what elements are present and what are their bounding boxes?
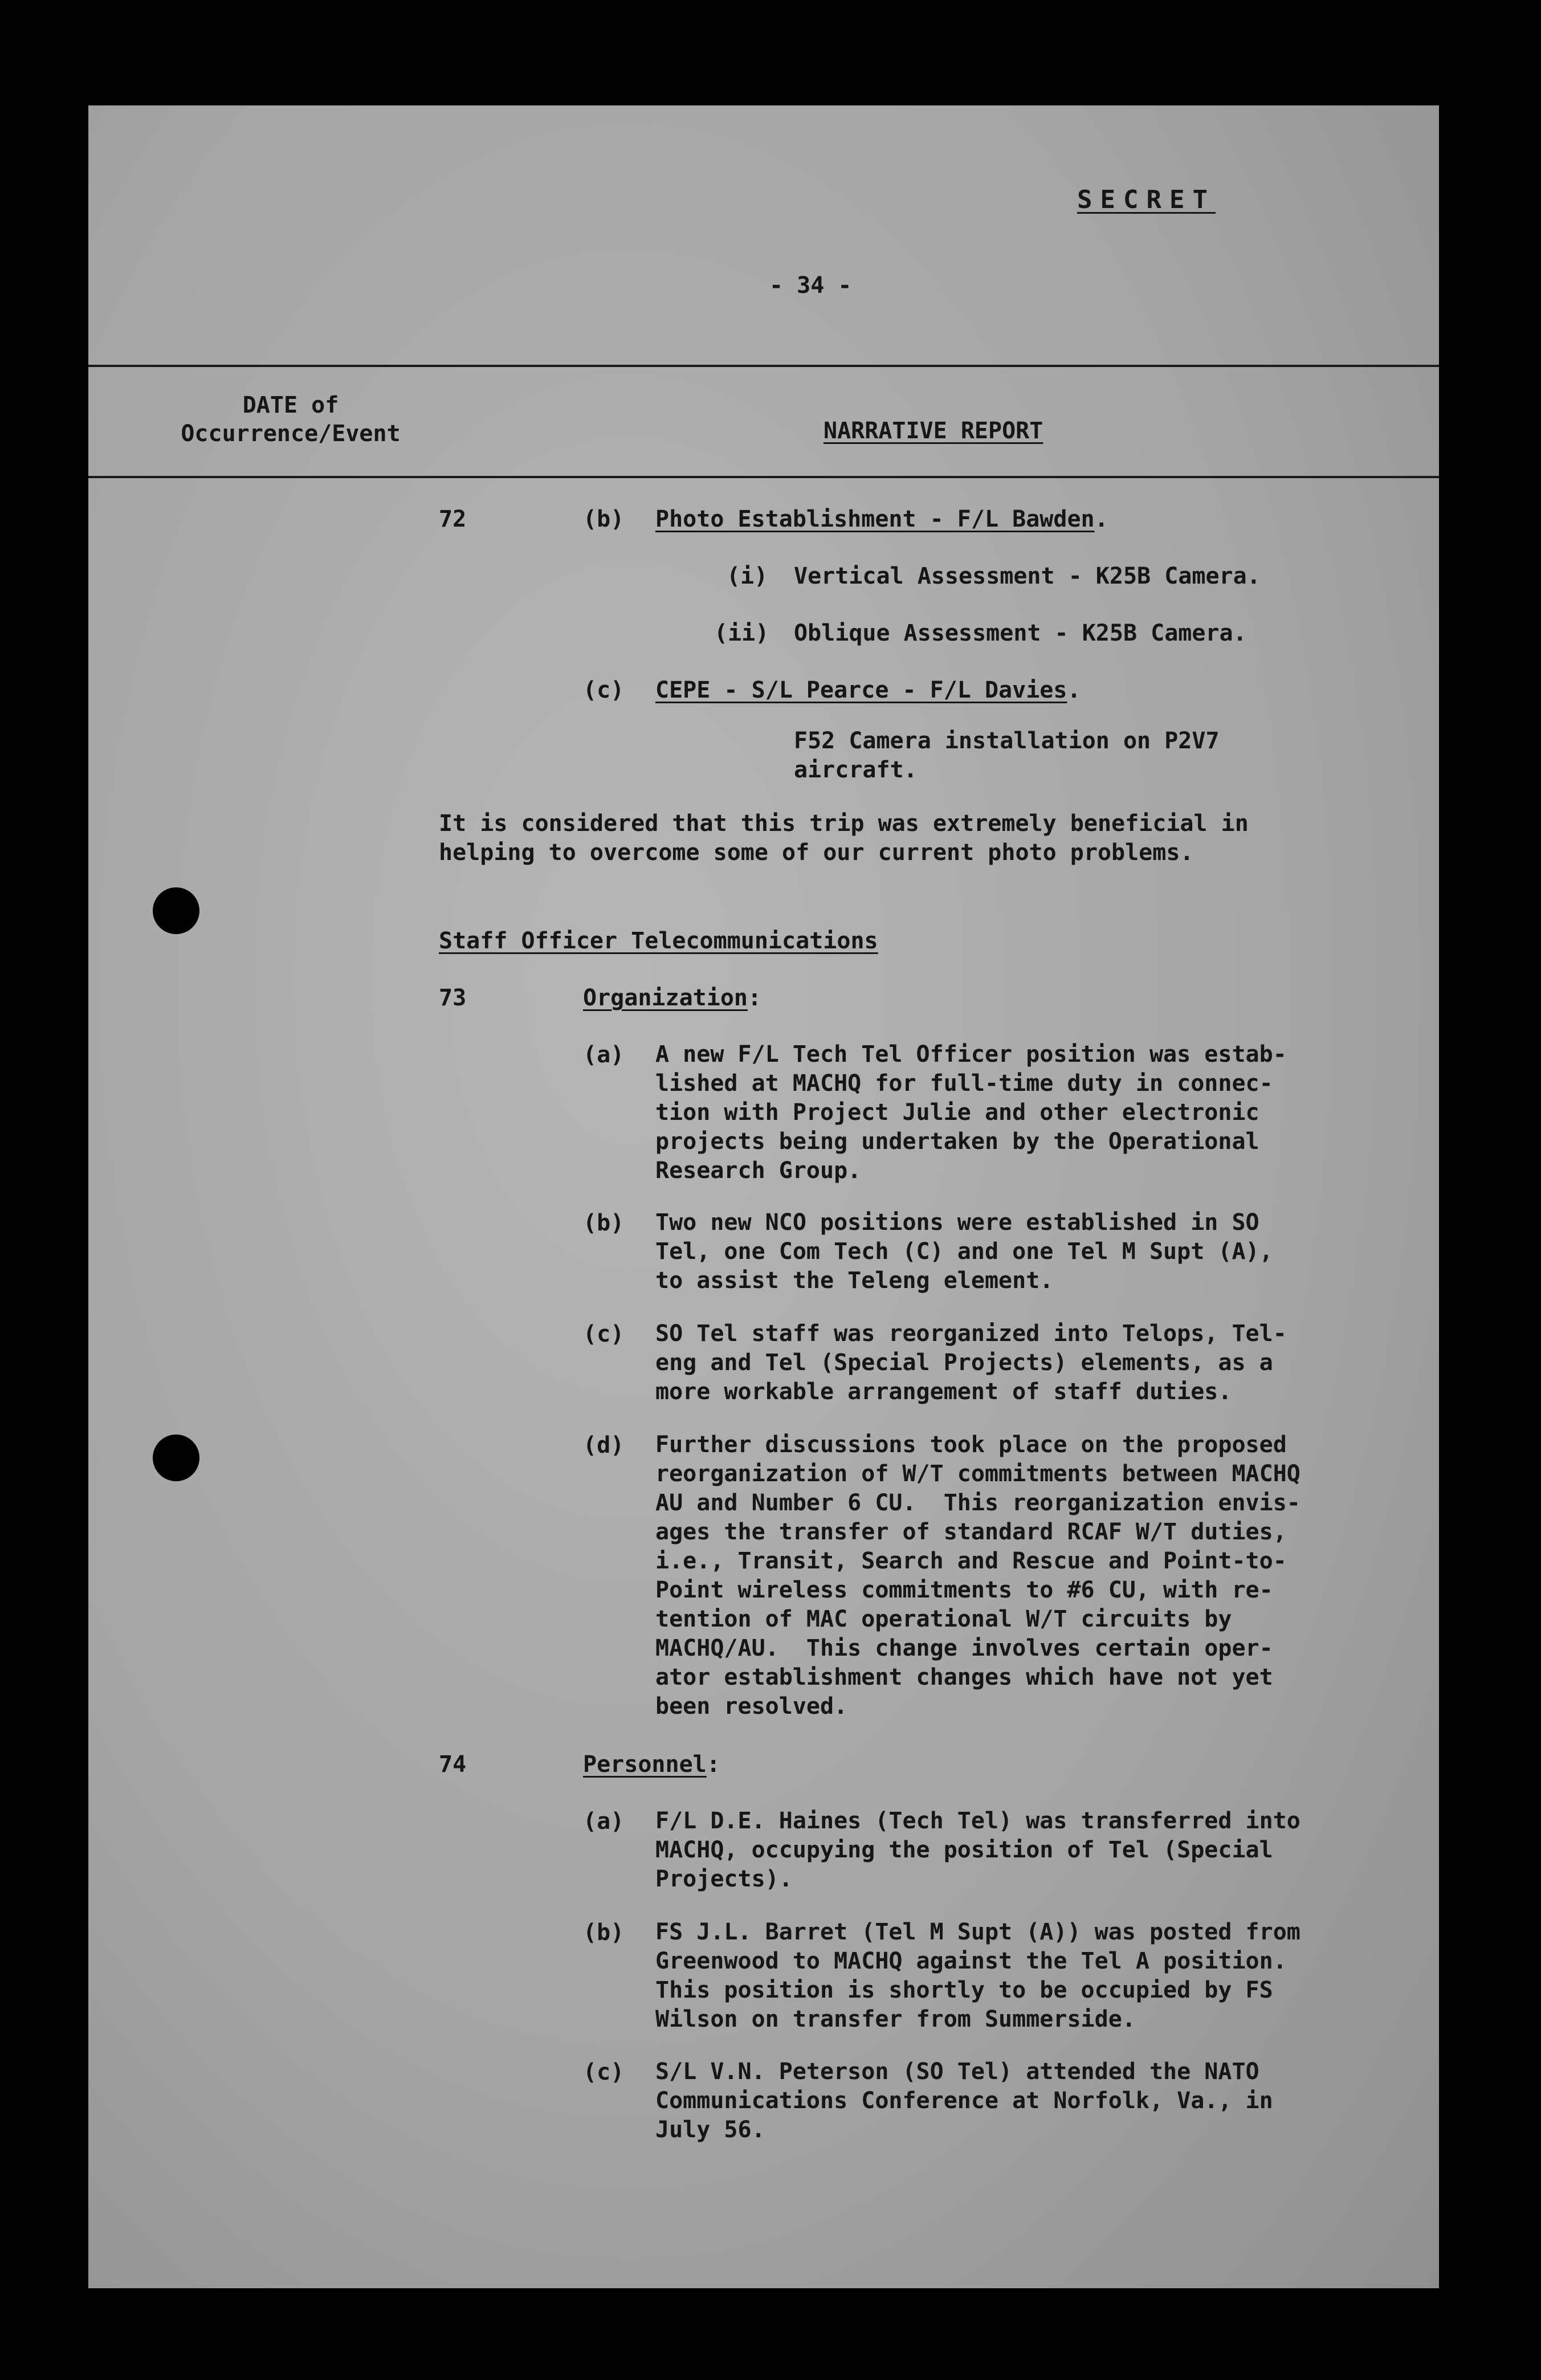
- document-page: [88, 105, 1439, 2288]
- cepe-detail: F52 Camera installation on P2V7 aircraft.: [794, 728, 1220, 783]
- cepe-title: CEPE - S/L Pearce - F/L Davies: [655, 677, 1067, 703]
- organization-item-a: A new F/L Tech Tel Officer position was estab- lished at MACHQ for full-time duty in connec- tion with Project Julie and other electronic projects being undertaken by the Operational Research Group.: [655, 1041, 1287, 1184]
- header-bottom-rule: [88, 476, 1439, 478]
- item-label: (c): [583, 1321, 625, 1347]
- staff-officer-heading: Staff Officer Telecommunications: [439, 928, 878, 954]
- classification-stamp: SECRET: [1077, 185, 1216, 214]
- personnel-item-c: S/L V.N. Peterson (SO Tel) attended the NATO Communications Conference at Norfolk, Va., in July 56.: [655, 2059, 1273, 2143]
- punctuation: .: [1067, 677, 1081, 703]
- organization-title: Organization: [583, 985, 748, 1011]
- subitem-label: (ii): [714, 620, 769, 646]
- item-label: (a): [583, 1042, 625, 1068]
- organization-heading: [583, 983, 761, 1013]
- page-number: - 34 -: [769, 272, 852, 299]
- punctuation: .: [1094, 506, 1108, 532]
- item-label: (b): [583, 506, 625, 532]
- header-top-rule: [88, 365, 1439, 367]
- item-label: (b): [583, 1210, 625, 1236]
- item-label: (c): [583, 2059, 625, 2085]
- organization-item-d: Further discussions took place on the proposed reorganization of W/T commitments between MACHQ AU and Number 6 CU. This reorganization envis- ages the transfer of standard RCAF W/T duties, i.e., Transit, Search and Rescue and Point-to- Point wireless commitments to #6 CU, with re- tention of MAC operational W/T circuits by MACHQ/AU. This change involves certain oper- ator establishment changes which have not yet been resolved.: [655, 1432, 1301, 1719]
- para-number-73: 73: [439, 985, 467, 1011]
- column-heading-date-line2: Occurrence/Event: [181, 421, 401, 447]
- trip-summary: It is considered that this trip was extremely beneficial in helping to overcome some of our current photo problems.: [439, 810, 1249, 866]
- personnel-title: Personnel: [583, 1751, 707, 1778]
- item-label: (b): [583, 1920, 625, 1946]
- column-heading-narrative: NARRATIVE REPORT: [824, 418, 1043, 444]
- photo-establishment-title: Photo Establishment - F/L Bawden: [655, 506, 1095, 532]
- subitem-vertical-assessment: Vertical Assessment - K25B Camera.: [794, 563, 1261, 589]
- item-label: (a): [583, 1808, 625, 1835]
- personnel-heading: [583, 1750, 720, 1779]
- subitem-label: (i): [727, 563, 768, 589]
- subitem-oblique-assessment: Oblique Assessment - K25B Camera.: [794, 620, 1247, 646]
- photo-establishment-heading: [655, 504, 1108, 534]
- personnel-item-a: F/L D.E. Haines (Tech Tel) was transferred into MACHQ, occupying the position of Tel (Special Projects).: [655, 1808, 1301, 1892]
- column-heading-date-line1: DATE of: [242, 392, 339, 418]
- punctuation: :: [706, 1751, 720, 1778]
- binder-hole-upper: [153, 887, 199, 934]
- cepe-heading: [655, 675, 1081, 705]
- punctuation: :: [747, 985, 762, 1011]
- para-number-72: 72: [439, 506, 467, 532]
- item-label: (d): [583, 1432, 625, 1458]
- organization-item-c: SO Tel staff was reorganized into Telops, Tel- eng and Tel (Special Projects) elements, as a more workable arrangement of staff duties.: [655, 1321, 1287, 1405]
- para-number-74: 74: [439, 1751, 467, 1778]
- organization-item-b: Two new NCO positions were established in SO Tel, one Com Tech (C) and one Tel M Supt (A), to assist the Teleng element.: [655, 1209, 1273, 1294]
- personnel-item-b: FS J.L. Barret (Tel M Supt (A)) was posted from Greenwood to MACHQ against the Tel A position. This position is shortly to be occupied by FS Wilson on transfer from Summerside.: [655, 1919, 1301, 2032]
- binder-hole-lower: [153, 1434, 199, 1481]
- item-label: (c): [583, 677, 625, 703]
